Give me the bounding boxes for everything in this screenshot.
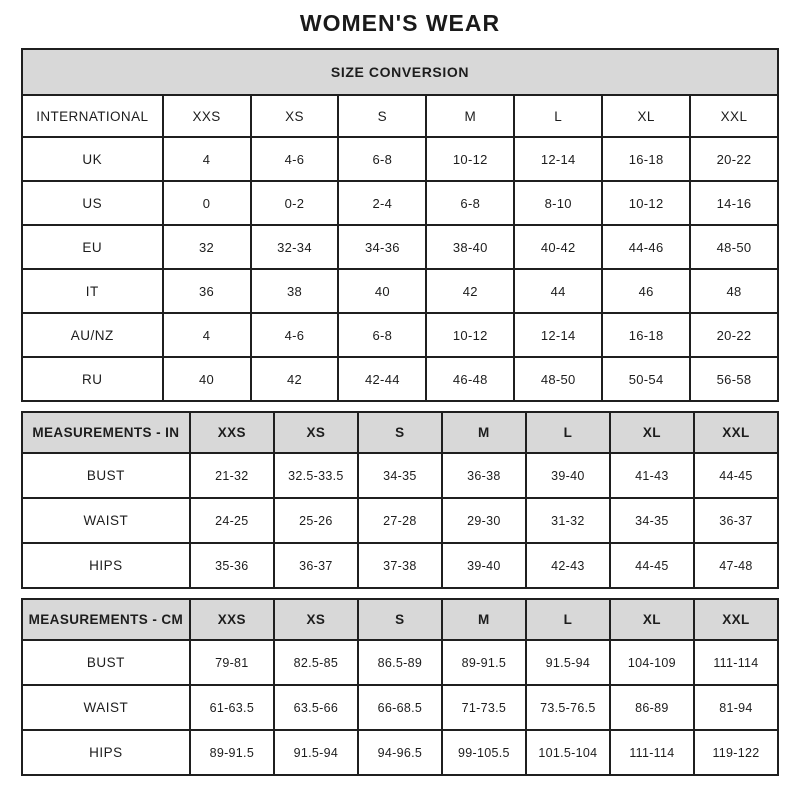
- table-row: [22, 498, 778, 543]
- size-conversion-row-label-eu: EU: [22, 225, 163, 269]
- measurements-cm-col-header-l: L: [526, 599, 610, 640]
- table-row: [22, 685, 778, 730]
- size-conversion-banner-title: SIZE CONVERSION: [22, 49, 778, 95]
- size-value-cell: 20-22: [690, 313, 778, 357]
- size-value-cell: 12-14: [514, 313, 602, 357]
- size-value-cell: 86.5-89: [358, 640, 442, 685]
- measurements-in-col-header-l: L: [526, 412, 610, 453]
- measurements-in-col-header-m: M: [442, 412, 526, 453]
- table-row: [22, 453, 778, 498]
- measurements-cm-col-header-xs: XS: [274, 599, 358, 640]
- size-value-cell: 101.5-104: [526, 730, 610, 775]
- size-value-cell: 6-8: [426, 181, 514, 225]
- measurements-in-row-label-hips: HIPS: [22, 543, 190, 588]
- size-conversion-col-header-l: L: [514, 95, 602, 137]
- measurements-cm-col-header-s: S: [358, 599, 442, 640]
- size-conversion-col-header-s: S: [338, 95, 426, 137]
- measurements-in-corner-label: MEASUREMENTS - IN: [22, 412, 190, 453]
- size-conversion-col-header-m: M: [426, 95, 514, 137]
- size-value-cell: 38: [251, 269, 339, 313]
- size-value-cell: 24-25: [190, 498, 274, 543]
- measurements-cm-col-header-xl: XL: [610, 599, 694, 640]
- size-value-cell: 71-73.5: [442, 685, 526, 730]
- size-value-cell: 44-45: [694, 453, 778, 498]
- size-conversion-col-header-xs: XS: [251, 95, 339, 137]
- size-value-cell: 48: [690, 269, 778, 313]
- size-value-cell: 27-28: [358, 498, 442, 543]
- size-value-cell: 10-12: [426, 137, 514, 181]
- size-value-cell: 79-81: [190, 640, 274, 685]
- tables-container: [21, 48, 779, 776]
- size-value-cell: 44-45: [610, 543, 694, 588]
- size-conversion-col-header-xxl: XXL: [690, 95, 778, 137]
- size-value-cell: 32-34: [251, 225, 339, 269]
- size-value-cell: 10-12: [426, 313, 514, 357]
- size-value-cell: 35-36: [190, 543, 274, 588]
- measurements-cm-col-header-m: M: [442, 599, 526, 640]
- table-row: [22, 181, 778, 225]
- size-value-cell: 61-63.5: [190, 685, 274, 730]
- size-value-cell: 4-6: [251, 313, 339, 357]
- table-row: [22, 730, 778, 775]
- measurements-cm-row-label-waist: WAIST: [22, 685, 190, 730]
- size-value-cell: 91.5-94: [274, 730, 358, 775]
- size-value-cell: 42-43: [526, 543, 610, 588]
- table-row: [22, 225, 778, 269]
- page-title: WOMEN'S WEAR: [299, 10, 501, 36]
- size-value-cell: 104-109: [610, 640, 694, 685]
- table-row: [22, 269, 778, 313]
- size-value-cell: 41-43: [610, 453, 694, 498]
- measurements-in-table: [21, 411, 779, 589]
- size-value-cell: 40: [163, 357, 251, 401]
- size-value-cell: 89-91.5: [190, 730, 274, 775]
- table-row: [22, 137, 778, 181]
- size-value-cell: 82.5-85: [274, 640, 358, 685]
- size-value-cell: 47-48: [694, 543, 778, 588]
- size-value-cell: 111-114: [610, 730, 694, 775]
- size-value-cell: 73.5-76.5: [526, 685, 610, 730]
- table-row: [22, 357, 778, 401]
- measurements-in-row-label-waist: WAIST: [22, 498, 190, 543]
- size-value-cell: 38-40: [426, 225, 514, 269]
- size-value-cell: 44: [514, 269, 602, 313]
- size-value-cell: 99-105.5: [442, 730, 526, 775]
- size-value-cell: 10-12: [602, 181, 690, 225]
- size-conversion-col-header-xl: XL: [602, 95, 690, 137]
- size-value-cell: 36-37: [274, 543, 358, 588]
- size-value-cell: 63.5-66: [274, 685, 358, 730]
- size-value-cell: 6-8: [338, 313, 426, 357]
- size-value-cell: 48-50: [690, 225, 778, 269]
- size-conversion-row-label-au-nz: AU/NZ: [22, 313, 163, 357]
- size-value-cell: 81-94: [694, 685, 778, 730]
- size-value-cell: 119-122: [694, 730, 778, 775]
- measurements-cm-row-label-bust: BUST: [22, 640, 190, 685]
- size-value-cell: 16-18: [602, 313, 690, 357]
- size-conversion-corner-label: INTERNATIONAL: [22, 95, 163, 137]
- size-conversion-banner-row: [22, 49, 778, 95]
- size-value-cell: 25-26: [274, 498, 358, 543]
- measurements-cm-table: [21, 598, 779, 776]
- size-value-cell: 66-68.5: [358, 685, 442, 730]
- size-value-cell: 4-6: [251, 137, 339, 181]
- size-value-cell: 89-91.5: [442, 640, 526, 685]
- measurements-cm-row-label-hips: HIPS: [22, 730, 190, 775]
- measurements-cm-col-header-xxs: XXS: [190, 599, 274, 640]
- measurements-in-row-label-bust: BUST: [22, 453, 190, 498]
- size-conversion-col-header-xxs: XXS: [163, 95, 251, 137]
- size-value-cell: 36-38: [442, 453, 526, 498]
- size-value-cell: 8-10: [514, 181, 602, 225]
- size-value-cell: 32.5-33.5: [274, 453, 358, 498]
- size-value-cell: 50-54: [602, 357, 690, 401]
- size-value-cell: 42-44: [338, 357, 426, 401]
- size-value-cell: 40: [338, 269, 426, 313]
- table-row: [22, 543, 778, 588]
- size-value-cell: 46-48: [426, 357, 514, 401]
- measurements-cm-corner-label: MEASUREMENTS - CM: [22, 599, 190, 640]
- size-value-cell: 4: [163, 137, 251, 181]
- size-conversion-header-row: [22, 95, 778, 137]
- size-value-cell: 44-46: [602, 225, 690, 269]
- size-value-cell: 16-18: [602, 137, 690, 181]
- size-value-cell: 4: [163, 313, 251, 357]
- size-value-cell: 39-40: [526, 453, 610, 498]
- size-value-cell: 6-8: [338, 137, 426, 181]
- size-value-cell: 29-30: [442, 498, 526, 543]
- size-value-cell: 32: [163, 225, 251, 269]
- size-value-cell: 42: [251, 357, 339, 401]
- size-value-cell: 20-22: [690, 137, 778, 181]
- size-value-cell: 34-35: [610, 498, 694, 543]
- table-row: [22, 313, 778, 357]
- size-conversion-row-label-us: US: [22, 181, 163, 225]
- size-value-cell: 91.5-94: [526, 640, 610, 685]
- size-value-cell: 39-40: [442, 543, 526, 588]
- size-value-cell: 48-50: [514, 357, 602, 401]
- table-row: [22, 640, 778, 685]
- size-value-cell: 36: [163, 269, 251, 313]
- measurements-cm-col-header-xxl: XXL: [694, 599, 778, 640]
- size-value-cell: 36-37: [694, 498, 778, 543]
- size-value-cell: 56-58: [690, 357, 778, 401]
- size-value-cell: 94-96.5: [358, 730, 442, 775]
- measurements-in-header-row: [22, 412, 778, 453]
- size-conversion-table: [21, 48, 779, 402]
- size-value-cell: 111-114: [694, 640, 778, 685]
- size-value-cell: 34-36: [338, 225, 426, 269]
- size-value-cell: 0-2: [251, 181, 339, 225]
- size-value-cell: 21-32: [190, 453, 274, 498]
- size-value-cell: 86-89: [610, 685, 694, 730]
- size-conversion-row-label-it: IT: [22, 269, 163, 313]
- size-conversion-row-label-uk: UK: [22, 137, 163, 181]
- size-conversion-row-label-ru: RU: [22, 357, 163, 401]
- size-value-cell: 2-4: [338, 181, 426, 225]
- measurements-in-col-header-xs: XS: [274, 412, 358, 453]
- measurements-in-col-header-xxs: XXS: [190, 412, 274, 453]
- size-value-cell: 34-35: [358, 453, 442, 498]
- measurements-cm-header-row: [22, 599, 778, 640]
- size-value-cell: 12-14: [514, 137, 602, 181]
- size-value-cell: 31-32: [526, 498, 610, 543]
- size-value-cell: 14-16: [690, 181, 778, 225]
- size-value-cell: 42: [426, 269, 514, 313]
- size-value-cell: 37-38: [358, 543, 442, 588]
- size-value-cell: 46: [602, 269, 690, 313]
- measurements-in-col-header-xl: XL: [610, 412, 694, 453]
- measurements-in-col-header-xxl: XXL: [694, 412, 778, 453]
- measurements-in-col-header-s: S: [358, 412, 442, 453]
- size-value-cell: 0: [163, 181, 251, 225]
- size-value-cell: 40-42: [514, 225, 602, 269]
